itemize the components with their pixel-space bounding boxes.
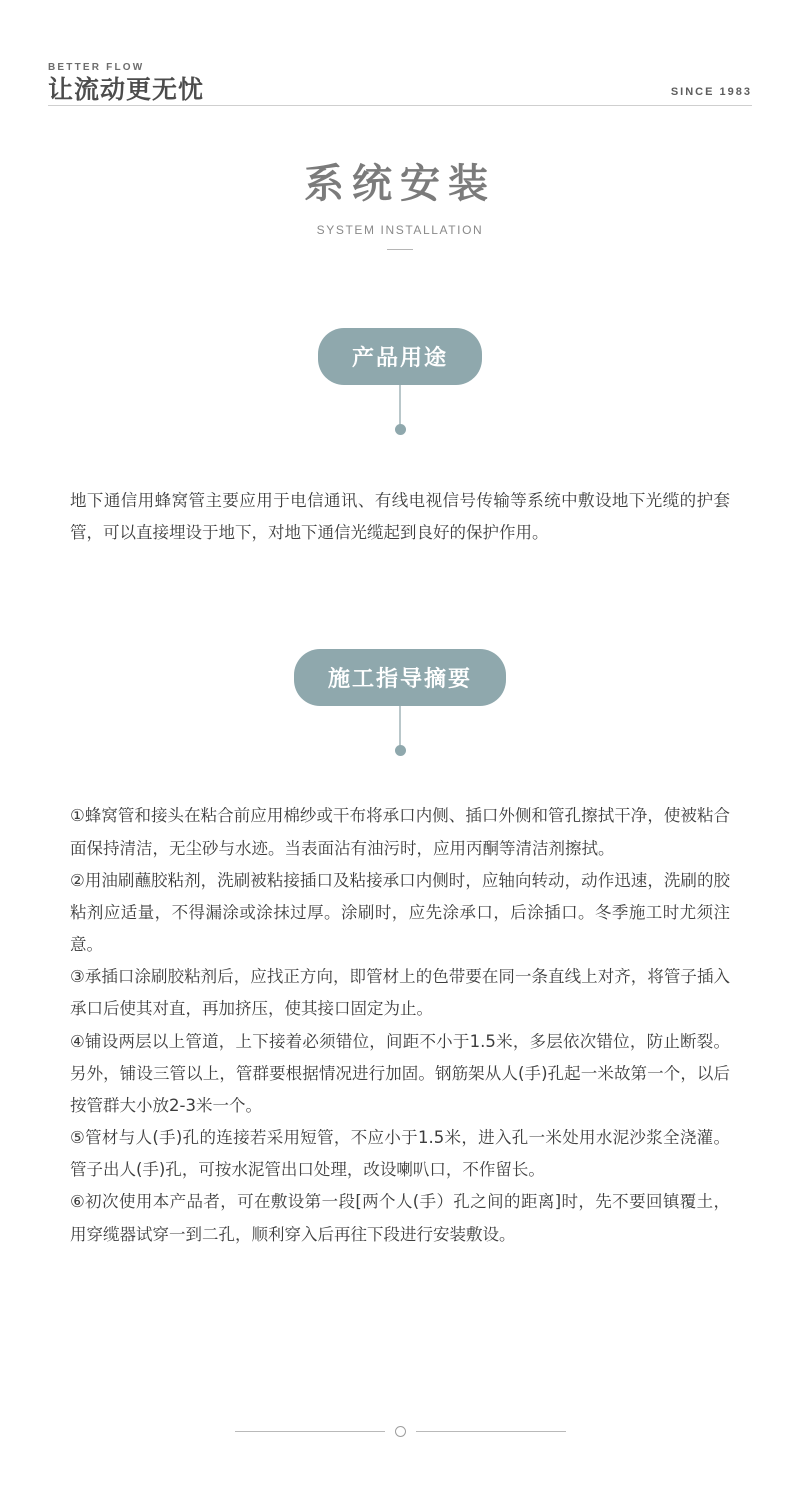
footer-line-left — [235, 1431, 385, 1432]
connector-dot-guide — [395, 745, 406, 756]
guide-paragraph-4: ④铺设两层以上管道，上下接着必须错位，间距不小于1.5米，多层依次错位，防止断裂。另外，铺设三管以上，管群要根据情况进行加固。钢筋架从人(手)孔起一米故第一个，以后按管群大小放2-3米一个。 — [70, 1031, 730, 1115]
page-subtitle: SYSTEM INSTALLATION — [316, 223, 484, 237]
connector-line-usage — [399, 385, 401, 425]
page-header — [0, 0, 800, 112]
section-construction-guide — [0, 649, 800, 1250]
guide-paragraph-6: ⑥初次使用本产品者，可在敷设第一段[两个人(手）孔之间的距离]时，先不要回镇覆土，用穿缆器试穿一到二孔，顺利穿入后再往下段进行安装敷设。 — [70, 1192, 730, 1244]
brand-tagline-cn: 让流动更无忧 — [48, 75, 205, 104]
footer-line-right — [416, 1431, 566, 1432]
section-heading-usage — [0, 328, 800, 435]
usage-paragraph-1: 地下通信用蜂窝管主要应用于电信通讯、有线电视信号传输等系统中敷设地下光缆的护套管，可以直接埋设于地下，对地下通信光缆起到良好的保护作用。 — [70, 491, 730, 543]
title-dash-ornament — [387, 249, 413, 250]
brand-tagline-en: BETTER FLOW — [48, 62, 145, 73]
section-product-usage — [0, 328, 800, 549]
connector-line-guide — [399, 706, 401, 746]
guide-paragraph-3: ③承插口涂刷胶粘剂后，应找正方向，即管材上的色带要在同一条直线上对齐，将管子插入承口后使其对直，再加挤压，使其接口固定为止。 — [70, 967, 730, 1019]
connector-dot-usage — [395, 424, 406, 435]
page-title-block — [0, 152, 800, 250]
footer-circle-icon — [395, 1426, 406, 1437]
guide-paragraph-1: ①蜂窝管和接头在粘合前应用棉纱或干布将承口内侧、插口外侧和管孔擦拭干净，使被粘合面保持清洁，无尘砂与水迹。当表面沾有油污时，应用丙酮等清洁剂擦拭。 — [70, 806, 730, 858]
header-divider — [48, 105, 752, 106]
since-label: SINCE 1983 — [670, 86, 752, 98]
guide-body-text — [70, 800, 730, 1250]
guide-paragraph-5: ⑤管材与人(手)孔的连接若采用短管，不应小于1.5米，进入孔一米处用水泥沙浆全浇灌。管子出人(手)孔，可按水泥管出口处理，改设喇叭口，不作留长。 — [70, 1128, 730, 1180]
guide-paragraph-2: ②用油刷蘸胶粘剂，洗刷被粘接插口及粘接承口内侧时，应轴向转动，动作迅速，洗刷的胶粘剂应适量，不得漏涂或涂抹过厚。涂刷时，应先涂承口，后涂插口。冬季施工时尤须注意。 — [70, 870, 730, 955]
section-pill-guide: 施工指导摘要 — [294, 649, 506, 706]
footer-ornament — [0, 1426, 800, 1437]
usage-body-text — [70, 485, 730, 549]
page-title: 系统安装 — [304, 161, 496, 207]
section-pill-usage: 产品用途 — [318, 328, 482, 385]
section-heading-guide — [0, 649, 800, 756]
